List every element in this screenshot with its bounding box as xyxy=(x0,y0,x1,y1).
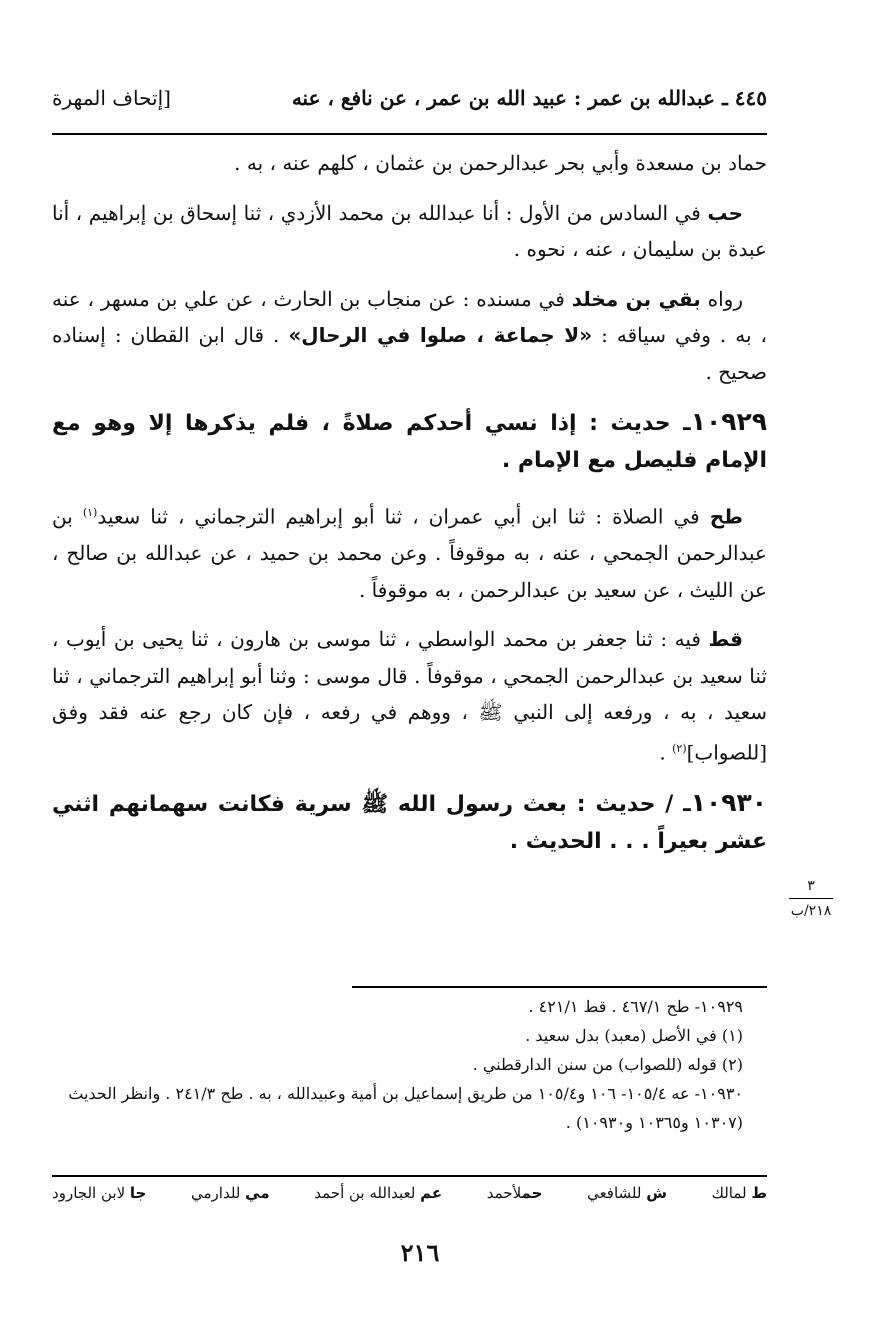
footnote-divider xyxy=(352,986,767,988)
footnotes xyxy=(52,992,767,1137)
legend-item: مي للدارمي xyxy=(191,1184,270,1202)
chapter-title: ٤٤٥ ـ عبدالله بن عمر : عبيد الله بن عمر ، عن نافع ، عنه xyxy=(291,86,767,110)
hadith-text: بعث رسول الله ﷺ سرية فكانت سهمانهم اثني عشر بعيراً . . . الحديث . xyxy=(52,791,767,854)
paragraph-daraqutni: قط فيه : ثنا جعفر بن محمد الواسطي ، ثنا موسى بن هارون ، ثنا يحيى بن أيوب ، ثنا سعيد بن عبدالرحمن الجمحي ، موقوفاً . قال موسى : وثنا أبو إبراهيم الترجماني ، ثنا سعيد ، به ، ورفعه إلى النبي ﷺ ، ووهم في رفعه ، فإن كان رجع عنه فقد وفق [للصواب]$^{(٢)}$ . xyxy=(52,627,768,765)
footnote-item: ١٠٩٣٠- عه ١٠٥/٤- ١٠٦ و١٠٥/٤ من طريق إسماعيل بن أمية وعبيدالله ، به . طح ٢٤١/٣ . وانظر الحديث (١٠٣٠٧ و١٠٣٦٥ و١٠٩٣٠) . xyxy=(68,1084,743,1132)
legend-item: ط لمالك xyxy=(711,1184,767,1202)
paragraph-tahawi: طح في الصلاة : ثنا ابن أبي عمران ، ثنا أبو إبراهيم الترجماني ، ثنا سعيد$^{(١)}$ بن عبدالرحمن الجمحي ، عنه ، به موقوفاً . وعن محمد بن حميد ، عن عبدالله بن صالح ، عن الليث ، عن سعيد بن عبدالرحمن ، به موقوفاً . xyxy=(52,504,767,602)
footnote-ref: (٢) xyxy=(672,741,687,755)
hadith-number: ١٠٩٣٠ xyxy=(690,787,768,817)
abbreviation-legend xyxy=(52,1184,767,1202)
book-title: [إتحاف المهرة xyxy=(52,86,171,110)
page-number: ٢١٦ xyxy=(400,1238,440,1267)
legend-item: عم لعبدالله بن أحمد xyxy=(314,1184,443,1202)
hadith-number: ١٠٩٢٩ xyxy=(690,407,767,436)
paragraph-baqi: رواه بقي بن مخلد في مسنده : عن منجاب بن الحارث ، عن علي بن مسهر ، عنه ، به . وفي سياقه : «لا جماعة ، صلوا في الرحال» . قال ابن القطان : إسناده صحيح . xyxy=(52,286,767,384)
hadith-heading-10930: ١٠٩٣٠ـ / حديث : بعث رسول الله ﷺ سرية فكانت سهمانهم اثني عشر بعيراً . . . الحديث . xyxy=(52,787,768,854)
footnote-item: ١٠٩٢٩- طح ٤٦٧/١ . قط ٤٢١/١ . xyxy=(528,997,743,1016)
legend-divider xyxy=(52,1175,767,1177)
legend-item: ش للشافعي xyxy=(587,1184,667,1202)
footnote-item: (١) في الأصل (معبد) بدل سعيد . xyxy=(525,1026,743,1045)
folio-divider xyxy=(789,898,833,899)
main-text xyxy=(52,145,767,876)
hadith-heading-10929: ١٠٩٢٩ـ حديث : إذا نسي أحدكم صلاةً ، فلم يذكرها إلا وهو مع الإمام فليصل مع الإمام . xyxy=(52,407,767,473)
footnote-ref: (١) xyxy=(82,506,98,519)
hadith-text: إذا نسي أحدكم صلاةً ، فلم يذكرها إلا وهو مع الإمام فليصل مع الإمام . xyxy=(52,411,767,473)
footnote-item: (٢) قوله (للصواب) من سنن الدارقطني . xyxy=(472,1055,743,1074)
running-header xyxy=(52,86,767,120)
header-divider xyxy=(52,133,767,135)
paragraph-hibban: حب في السادس من الأول : أنا عبدالله بن محمد الأزدي ، ثنا إسحاق بن إبراهيم ، أنا عبدة بن سليمان ، عنه ، نحوه . xyxy=(52,200,767,261)
manuscript-folio-note: ٣ ٢١٨/ب xyxy=(790,878,832,919)
legend-item: جا لابن الجارود xyxy=(52,1184,147,1202)
paragraph-continuation: حماد بن مسعدة وأبي بحر عبدالرحمن بن عثمان ، كلهم عنه ، به . xyxy=(234,151,767,175)
legend-item: حملأحمد xyxy=(486,1184,543,1202)
